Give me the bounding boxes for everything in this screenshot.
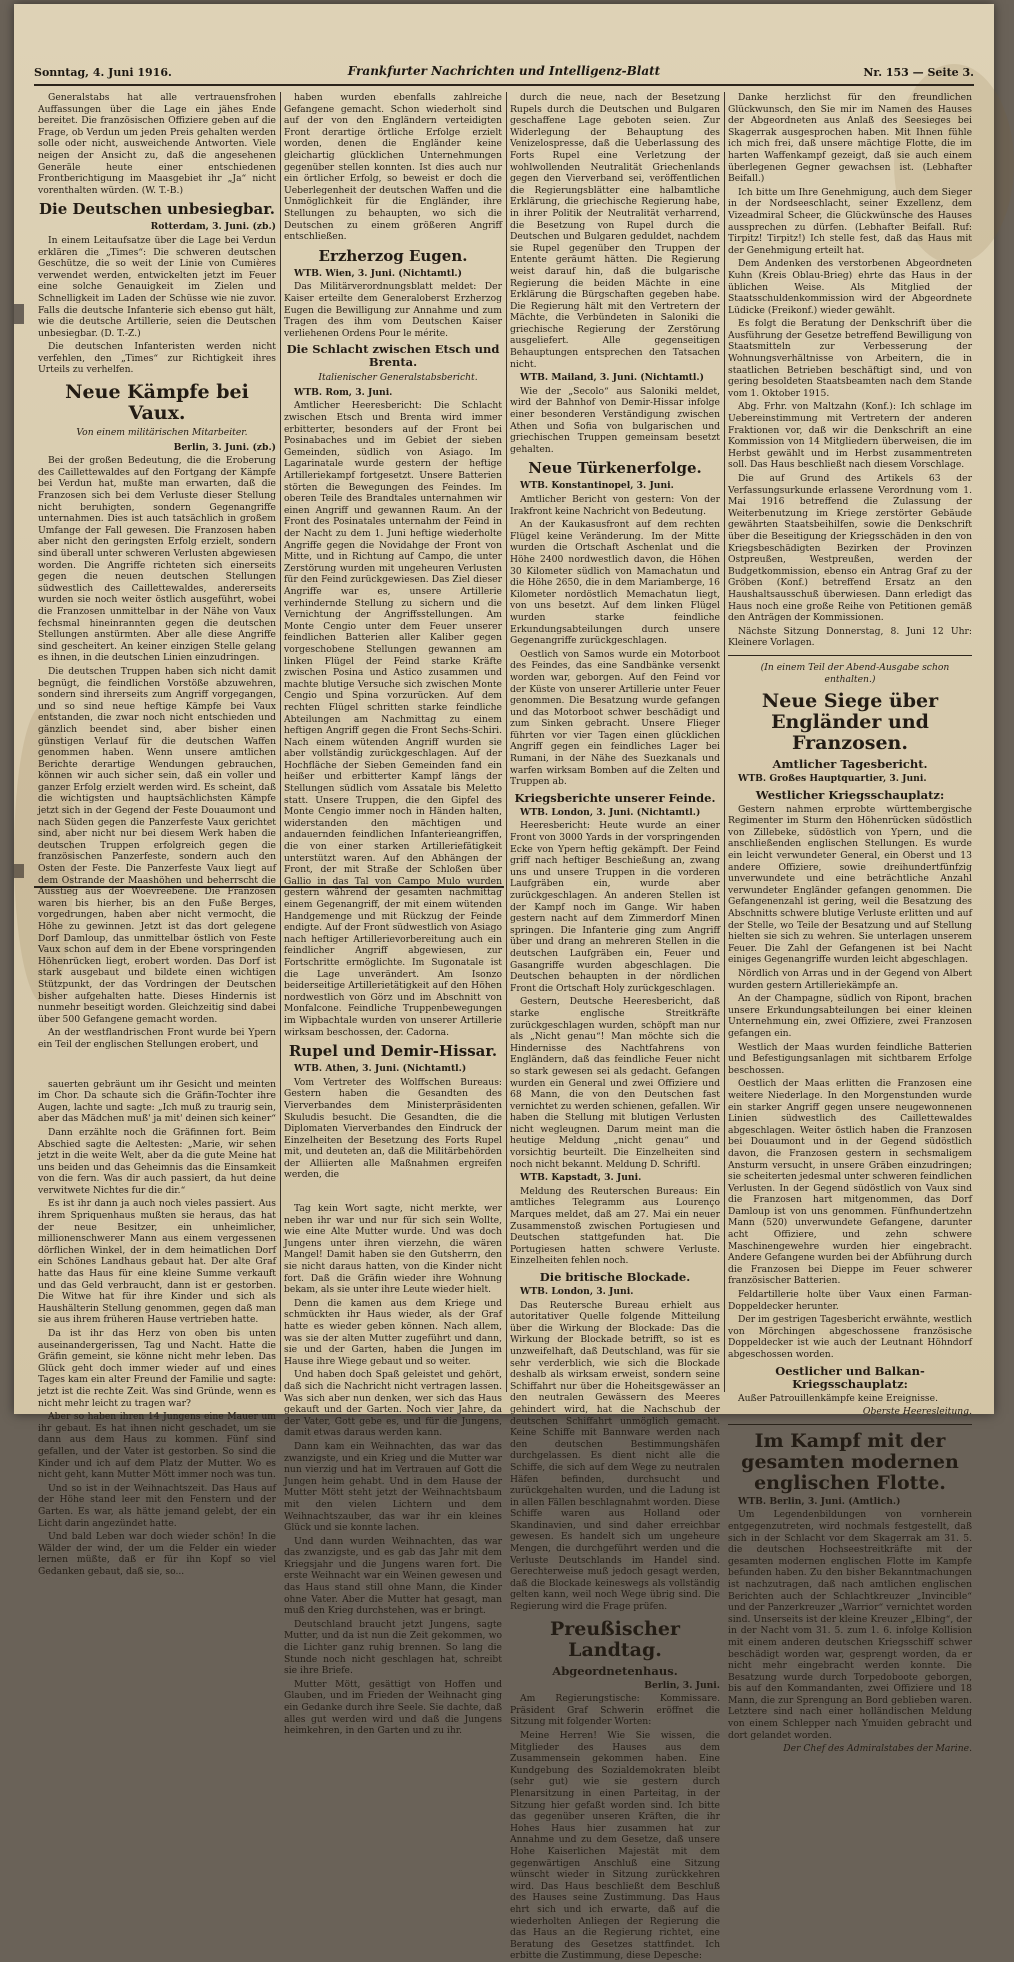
article-text: Generalstabs hat alle vertrauensfrohen Auffassungen über die Lage ein jähes Ende bereitet. Die französischen Offiziere geben auf die Frage, ob Verdun um jeden Preis gehalten werden solle oder nicht, ausweichende Antworten. Viele neigen der Ansicht zu, daß die angesehenen Generäle heute einer entschiedenen Frontberichtigung im Maasgebiet ihr „Ja“ nicht vorenthalten würden. (W. T.-B.) <box>38 92 276 196</box>
column-divider <box>724 92 725 1392</box>
page-tear-left <box>14 304 24 324</box>
subheadline: Amtlicher Tagesbericht. <box>772 757 928 772</box>
article-text: Feldartillerie holte über Vaux einen Farman-Doppeldecker herunter. <box>728 1289 972 1312</box>
signature: Oberste Heeresleitung. <box>862 1406 972 1418</box>
dateline: WTB. Mailand, 3. Juni. (Nichtamtl.) <box>520 372 704 384</box>
feuilleton-text: Es ist ihr dann ja auch noch vieles passiert. Aus ihrem Spriquenhaus mußten sie heraus, das hat der neue Besitzer, ein unheimlicher, millionenschwerer Mann aus einem vergessenen dörflichen Winkel, der in dem heimatlichen Dorf ein Schönes Landhaus gebaut hat. Der alte Graf hatte das Haus für eine kleine Summe verkauft und das Geld verbraucht, dann ist er gestorben. Die Witwe hat für ihre Kinder und sich als Haushälterin Stellung genommen, gegen daß man sie aus ihrem früheren Hause vertrieben hatte. <box>38 1198 276 1326</box>
article-text: Die deutschen Infanteristen werden nicht verfehlen, den „Times“ zur Richtigkeit ihres Urteils zu verhelfen. <box>38 341 276 376</box>
article-text: Gestern nahmen erprobte württembergische Regimenter im Sturm den Höhenrücken südöstlich von Zillebeke, südöstlich von Ypern, und die anschließenden englischen Stellungen. Es wurde ein leicht verwundeter General, ein Oberst und 13 andere Offiziere, sowie dreihundertfünfzig unverwundete und eine beträchtliche Anzahl verwundeter Engländer gefangen genommen. Die Gefangenenzahl ist gering, weil die Besatzung des Abschnitts schwere blutige Verluste erlitten und auf der Stelle, wo Teile der Besatzung und auf Stellung hielten sie sich zu wehren. Sie unterlagen unserem Feuer. Die Zahl der Gefangenen ist bei Nacht einiges Gegenangriffe wurden leicht abgeschlagen. <box>728 803 972 966</box>
byline: Von einem militärischen Mitarbeiter. <box>76 427 248 439</box>
headline: Kriegsberichte unserer Feinde. <box>514 790 716 805</box>
article-text: haben wurden ebenfalls zahlreiche Gefangene gemacht. Schon wiederholt sind auf der von den Engländern verteidigten Front derartige örtliche Erfolge erzielt worden, denen die Engländer keine gleichartig glücklichen Unternehmungen gegenüber stellen konnten. Ist dies auch nur ein örtlicher Erfolg, so beweist er doch die Ueberlegenheit der deutschen Waffen und die Unmöglichkeit für die Engländer, ihre Stellungen zu behaupten, wo sich die Deutschen zu einem größeren Angriff entschließen. <box>284 92 502 243</box>
feuilleton-text: Mutter Mött, gesättigt von Hoffen und Glauben, und im Frieden der Weihnacht ging ein Gedanke durch ihre Seele. Sie dachte, daß alles gut werden wird und daß die Jungens heimkehren, in den Garten und zu ihr. <box>284 1678 502 1737</box>
article-text: Um Legendenbildungen von vornherein entgegenzutreten, wird nochmals festgestellt, daß sich in der Schlacht vor dem Skagerrak am 31. 5. die deutschen Hochseestreitkräfte mit der gesamten modernen englischen Flotte im Kampfe befunden haben. Zu den bisher Bekanntmachungen ist nachzutragen, daß nach amtlichen englischen Berichten auch der Schlachtkreuzer „Invincible“ und der Panzerkreuzer „Warrior“ vernichtet worden sind. Unserseits ist der kleine Kreuzer „Elbing“, der in der Nacht vom 31. 5. zum 1. 6. infolge Kollision mit einem anderen deutschen Kriegsschiff schwer beschädigt worden war, gesprengt worden, da er nicht mehr eingebracht werden konnte. Die Besatzung wurde durch Torpedoboote geborgen, bis auf den Kommandanten, zwei Offiziere und 18 Mann, die zur Sprengung an Bord geblieben waren. Letztere sind nach einer holländischen Meldung von einem Schlepper nach Ymuiden gebracht und dort gelandet worden. <box>728 1509 972 1741</box>
article-text: In einem Leitaufsatze über die Lage bei Verdun erklären die „Times“: Die schweren deutschen Geschütze, die so weit der Linie von Cumières verwendet werden, entwickelten jetzt im Feuer eine solche Genauigkeit im Zielen und Schnelligkeit im Laden der Schüsse wie nie zuvor. Falls die deutsche Infanterie sich ebenso gut hält, wie die deutsche Artillerie, seien die Deutschen unbesiegbar. (D. T.-Z.) <box>38 234 276 339</box>
column-3 <box>510 92 720 1962</box>
feuilleton-text: Denn die kamen aus dem Kriege und schmückten ihr Haus wieder, als der Graf hatte es wieder geben können. Nach allem, was sie der alten Mutter zugeführt und dann, sie und der Garten, haben die Jungen im Hause ihre Wiege gebaut und so weiter. <box>284 1297 502 1367</box>
article-text: Vom Vertreter des Wolffschen Bureaus: Gestern haben die Gesandten des Vierverbandes dem Ministerpräsidenten Skuludis besucht. Die Gesandten, die die Diplomaten Vierverbandes den Eindruck der Einzelheiten der Besetzung des Forts Rupel mit, und deuteten an, daß die Militärbehörden der Alliierten alle Maßnahmen ergreifen werden, die <box>284 1076 502 1181</box>
dateline: WTB. London, 3. Juni. <box>520 1286 634 1297</box>
article-text: Das Militärverordnungsblatt meldet: Der Kaiser erteilte dem Generaloberst Erzherzog Eugen die Bewilligung zur Annahme und zum Tragen des ihm vom Deutschen Kaiser verliehenen Ordens Pour le mérite. <box>284 281 502 339</box>
article-text: Am Regierungstische: Kommissare. Präsident Graf Schwerin eröffnet die Sitzung mit folgender Worten: <box>510 1693 720 1728</box>
article-text: Amtlicher Bericht von gestern: Von der Irakfront keine Nachricht von Bedeutung. <box>510 494 720 517</box>
dateline: WTB. Großes Hauptquartier, 3. Juni. <box>738 773 927 785</box>
article-text: Nördlich von Arras und in der Gegend von Albert wurden gestern Artilleriekämpfe an. <box>728 968 972 991</box>
subheadline: Italienischer Generalstabsbericht. <box>318 372 478 384</box>
article-text: An der Champagne, südlich von Ripont, brachen unsere Erkundungsabteilungen bei einer kleinen Unternehmung ein, zwei Offiziere, zwei Franzosen gefangen ein. <box>728 993 972 1039</box>
article-text: Außer Patrouillenkämpfe keine Ereignisse. <box>738 1392 938 1404</box>
dateline: WTB. Kapstadt, 3. Juni. <box>520 1172 642 1184</box>
edition-notice: (In einem Teil der Abend-Ausgabe schon enthalten.) <box>760 661 950 685</box>
column-2 <box>284 92 502 1737</box>
column-1 <box>38 92 276 1577</box>
headline: Preußischer Landtag. <box>549 1617 681 1661</box>
article-text: Bei der großen Bedeutung, die die Eroberung des Caillettewaldes auf den Fortgang der Kämpfe bei Verdun hat, mußte man erwarten, daß die Franzosen sich bei dem Verluste dieser Stellung nicht beruhigten, sondern Gegenangriffe unternahmen. Dies ist auch tatsächlich in großem Umfange der Fall gewesen. Die Franzosen haben aber nicht den geringsten Erfolg erzielt, sondern sind überall unter schweren Verlusten abgewiesen worden. Die Angriffe richteten sich einerseits gegen die neuen deutschen Stellungen südwestlich des Caillettewaldes, andererseits wurden sie noch weiter östlich ausgeführt, wobei die Franzosen unmittelbar in der Nähe von Vaux fechsmal hineinrannten gegen die deutschen Stellungen anstürmten. Aber alle diese Angriffe sind gescheitert. An keiner einzigen Stelle gelang es ihnen, in die deutschen Linien einzudringen. <box>38 455 276 664</box>
column-divider <box>506 92 507 1392</box>
column-divider <box>280 92 281 1392</box>
dateline: WTB. London, 3. Juni. (Nichtamtl.) <box>520 806 701 818</box>
feuilleton-text: Aber so haben ihren 14 Jungens eine Mauer um ihr gebaut. Es hat ihnen nicht geschadet, um sie dann aus dem Haus zu kommen. Fünf sind gefallen, und der Vater ist gestorben. So sind die Kinder und ich auf dem Platz der Mutter. Wo es nicht geht, kann Mutter Mött immer noch was tun. <box>38 1411 276 1481</box>
page-header <box>34 62 974 82</box>
feuilleton-text: Tag kein Wort sagte, nicht merkte, wer neben ihr war und nur für sich sein Wollte, wie eine Alte Mutter wurde. Und was doch Jungens unter ihren vierzehn, die wären Mangel! Damit haben sie den Gutsherrn, den sie nicht daraus hatten, von die Kinder nicht fort. Daß die Gräfin wieder ihre Wohnung bekam, als sie unter ihre Leute wieder hielt. <box>284 1203 502 1296</box>
article-text: Nächste Sitzung Donnerstag, 8. Juni 12 Uhr: Kleinere Vorlagen. <box>728 625 972 649</box>
subheadline: Abgeordnetenhaus. <box>552 1663 678 1678</box>
signature: Der Chef des Admiralstabes der Marine. <box>783 1743 972 1755</box>
header-rule <box>34 84 974 86</box>
article-text: Wie der „Secolo“ aus Saloniki meldet, wird der Bahnhof von Demir-Hissar infolge einer besonderen Verständigung zwischen Athen und Sofia von bulgarischen und griechischen Truppen gemeinsam besetzt gehalten. <box>510 385 720 455</box>
article-text: Die deutschen Truppen haben sich nicht damit begnügt, die feindlichen Vorstöße abzuwehren, sondern sind ihrerseits zum Angriff vorgegangen, und so sind neue heftige Kämpfe bei Vaux entstanden, die zwar noch nicht entschieden und gänzlich beendet sind, aber bisher einen günstigen Verlauf für die deutschen Waffen genommen haben. Wenn unsere amtlichen Berichte derartige Wendungen gebrauchen, können wir auch sicher sein, daß ein voller und ganzer Erfolg erzielt werden wird. Es scheint, daß die wichtigsten und hauptsächlichsten Kämpfe jetzt sich in der Gegend der Feste Douaumont und nach Süden gegen die Panzerfeste Vaux gerichtet sind, aber nicht nur bei diesem Werk haben die deutschen Truppen erfolgreich gegen die französischen Panzerfeste, sondern auch den Osten der Feste. Die Panzerfeste Vaux liegt auf dem Ostrande der Maashöhen und beherrscht die Ausstieg aus der Woevreebene. Die Franzosen waren bis hierher, bis an den Fuße Berges, vorgedrungen, haben aber nicht vermocht, die Höhe zu gewinnen. Jetzt ist das dort gelegene Dorf Damloup, das unmittelbar östlich von Feste Vaux schon auf dem in der Ebene vorspringenden Höhenrücken liegt, erobert worden. Das Dorf ist stark ausgebaut und bildete einen wichtigen Stützpunkt, der das Vordringen der Deutschen bisher aufgehalten hatte. Dieses Hindernis ist nunmehr beseitigt worden. Gleichzeitig sind dabei über 500 Gefangene gemacht worden. <box>38 665 276 1025</box>
feuilleton-text: Dann kam ein Weihnachten, das war das zwanzigste, und ein Krieg und die Mutter war nun vierzig und hat im Vertrauen auf Gott die Jungen heim gehabt. Und in dem Hause der Mutter Mött steht jetzt der Weihnachtsbaum mit den vielen Lichtern und dem Weihnachtszauber, das war ihr ein kleines Glück und sie konnte lachen. <box>284 1440 502 1534</box>
dateline: WTB. Berlin, 3. Juni. (Amtlich.) <box>738 1495 901 1507</box>
headline: Erzherzog Eugen. <box>318 246 468 265</box>
column-4 <box>728 92 972 1755</box>
article-text: Gestern, Deutsche Heeresbericht, daß starke englische Streitkräfte zurückgeschlagen wurden, schöpft man nur als „Nicht genau“! Man möchte sich die Hindernisse des Nachtfahrens von Engländern, daß das feindliche Feuer nicht so stark gewesen sei als gedacht. Gefangen wurden ein General und zwei Offiziere und 68 Mann, die von den Deutschen fast vernichtet zu werden schienen, gefallen. Wir haben die Stellung mit blutigen Verlusten nicht wegleugnen. Darum meint man die heutige Meldung „nicht genau“ und vorsichtig beurteilt. Die Einzelheiten sind noch nicht bekannt. Meldung D. Schriftl. <box>510 996 720 1170</box>
article-text: durch die neue, nach der Besetzung Rupels durch die Deutschen und Bulgaren geschaffene Lage geboten seien. Zur Widerlegung der Behauptung des Venizelospresse, daß die Ueberlassung des Forts Rupel eine Verletzung der wohlwollenden Neutralität Griechenlands gegen den Vierverband sei, veröffentlichen die Regierungsblätter eine halbamtliche Erklärung, die griechische Regierung habe, in ihrer Politik der Neutralität verharrend, die Besetzung von Rupel durch die Deutschen und Bulgaren geduldet, nachdem sie Rupel gegenüber den Truppen der Entente geräumt hätten. Die Regierung weist darauf hin, daß die bulgarische Regierung die beiden Mächte in eine Erklärung die Bürgschaften gegeben habe. Die Regierung hält mit den Vertretern der Mächte, die Verbündeten in Saloniki die griechische Regierung der Zerstörung ausgeliefert. Alle gegenseitigen Behauptungen entsprechen den Tatsachen nicht. <box>510 92 720 370</box>
feuilleton-text: sauerten gebräunt um ihr Gesicht und meinten im Chor. Da schaute sich die Gräfin-Tochter ihre Augen, lachte und sagte: „Ich muß zu traurig sein, aber das Mädchen muß' ja mit' deinen sich keiner“ <box>38 1078 276 1125</box>
article-text: Westlich der Maas wurden feindliche Batterien und Befestigungsanlagen mit sichtbarem Erfolge beschossen. <box>728 1041 972 1076</box>
article-text: Meldung des Reuterschen Bureaus: Ein amtliches Telegramm aus Lourenço Marques meldet, daß am 27. Mai ein neuer Zusammenstoß zwischen Portugiesen und Deutschen stattgefunden hat. Die Portugiesen hatten schwere Verluste. Einzelheiten fehlen noch. <box>510 1185 720 1267</box>
feuilleton-text: Und so ist in der Weihnachtszeit. Das Haus auf der Höhe stand leer mit den Fenstern und der Garten. Es war, als hätte jemand gelebt, der ein Licht darin angezündet hatte. <box>38 1482 276 1529</box>
article-text: Meine Herren! Wie Sie wissen, die Mitglieder des Hauses aus dem Zusammensein gekommen haben. Eine Kundgebung des Sozialdemokraten bleibt (sehr gut) wie sie gestern durch Plenarsitzung in einen Parteitag, in der Sitzung hier gefaßt worden sind. Ich bitte das gegenüber unseren Kräften, die ihr Hohes Haus hier zusammen hat zur Annahme und zu dem Gesetze, daß unsere Hohe Kaiserlichen Majestät mit dem gegenwärtigen Anschluß eine Sitzung wünscht wieder in Sitzung zurückkehren wird. Das Haus beschließt dem Beschluß des Hauses seine Zustimmung. Das Haus ehrt sich und ich erwarte, daß auf die wiederholten Anliegen der Regierung die das Haus an die Regierung richtet, eine Beratung des Gesetzes stattfindet. Ich erbitte die Zustimmung, diese Depesche: <box>510 1730 720 1962</box>
newspaper-page <box>14 4 994 1962</box>
article-text: Der im gestrigen Tagesbericht erwähnte, westlich von Mörchingen abgeschossene französische Doppeldecker ist wie auch der Leutnant Höhndorf abgeschossen worden. <box>728 1314 972 1360</box>
dateline: Berlin, 3. Juni. (zb.) <box>173 441 276 453</box>
paper-title: Frankfurter Nachrichten und Intelligenz-Blatt <box>347 64 661 78</box>
feuilleton-text: Und dann wurden Weihnachten, das war das zwanzigste, und es gab das Jahr mit dem Kriegsjahr und die Jungens waren fort. Die erste Weihnacht war ein Weinen gewesen und das Haus stand still ohne Mann, die Kinder ohne Vater. Aber die Mutter hat gesagt, man muß den Krieg durchstehen, was er bringt. <box>284 1535 502 1617</box>
section-heading: Oestlicher und Balkan-Kriegsschauplatz: <box>775 1363 925 1391</box>
feuilleton-text: Deutschland braucht jetzt Jungens, sagte Mutter, und da ist nun die Zeit gekommen, wo die Lichter ganz ruhig brennen. So lang die Stunde noch nicht geschlagen hat, schreibt sie ihre Briefe. <box>284 1618 502 1677</box>
article-text: An der westflandrischen Front wurde bei Ypern ein Teil der englischen Stellungen erobert, und <box>38 1027 276 1050</box>
headline: Neue Türkenerfolge. <box>528 459 702 478</box>
headline: Die Schlacht zwischen Etsch und Brenta. <box>286 342 500 370</box>
headline: Die britische Blockade. <box>539 1270 691 1284</box>
article-text: Danke herzlichst für den freundlichen Glückwunsch, den Sie mir im Namen des Hauses der Abgeordneten aus Anlaß des Seesieges bei Skagerrak ausgesprochen haben. Mit Ihnen fühle ich mich frei, daß unsere mächtige Flotte, die im harten Waffenkampf gezeigt, daß sie auch einem überlegenen Gegner gewachsen ist. (Lebhafter Beifall.) <box>728 92 972 185</box>
article-text: Abg. Frhr. von Maltzahn (Konf.): Ich schlage im Uebereinstimmung mit Vertretern der anderen Fraktionen vor, daß wir die Denkschrift an eine Kommission von 14 Mitgliedern überweisen, die im Herbst gewählt und im Herbst zusammentreten soll. Das Haus beschließt nach diesem Vorschlage. <box>728 401 972 471</box>
headline: Rupel und Demir-Hissar. <box>288 1042 498 1061</box>
headline: Im Kampf mit der gesamten modernen englischen Flotte. <box>741 1429 959 1494</box>
feuilleton-text: Da ist ihr das Herz von oben bis unten auseinandergerissen, Tag und Nacht. Hatte die Gräfin gemeint, sie könne nicht mehr leben. Das Glück geht doch immer wieder auf und eines Tages kam ein alter Freund der Familie und sagte: jetzt ist die rechte Zeit. Was sind Gründe, wenn es nicht mehr leicht zu tragen war? <box>38 1328 276 1409</box>
dateline: WTB. Athen, 3. Juni. (Nichtamtl.) <box>294 1063 467 1075</box>
section-rule <box>728 655 972 656</box>
article-text: Es folgt die Beratung der Denkschrift über die Ausführung der Gesetze betreffend Bewilligung von Staatsmitteln zur Verbesserung der Wohnungsverhältnisse von Arbeitern, die in staatlichen Betrieben beschäftigt sind, und von gering besoldeten Staatsbeamten nach dem Stande vom 1. Oktober 1915. <box>728 318 972 399</box>
headline: Die Deutschen unbesiegbar. <box>39 200 275 219</box>
article-text: Dem Andenken des verstorbenen Abgeordneten Kuhn (Kreis Oblau-Brieg) ehrte das Haus in der üblichen Weise. Als Mitglied der Staatsschuldenkommission wird der Abgeordnete Lüdicke (Freikonf.) wieder gewählt. <box>728 258 972 316</box>
section-rule <box>728 1424 972 1425</box>
feuilleton-text: Dann erzählte noch die Gräfinnen fort. Beim Abschied sagte die Aeltesten: „Marie, wir sehen jetzt in die weite Welt, aber da die gute Meine hat uns beiden und das Geheimnis das die Einsamkeit von die fern. Was dir auch passiert, da hut deine verwitwete Nichtes fur die dir.“ <box>38 1126 276 1196</box>
dateline: WTB. Wien, 3. Juni. (Nichtamtl.) <box>294 267 462 279</box>
article-text: Die auf Grund des Artikels 63 der Verfassungsurkunde erlassene Verordnung vom 1. Mai 1916 betreffend die Zulassung der Weiterbenutzung im Kriege zerstörter Gebäude gewährten Staatsbeihilfen, sowie die Denkschrift über die Beseitigung der Kriegsschäden in den von Kriegsbeschädigten Bezirken der Provinzen Ostpreußen, Westpreußen, werden der Budgetkommission, ebenso ein Antrag Graf zu der Gröben (Konf.) betreffend Ersatz an den Haushaltsausschuß überwiesen. Dann erledigt das Haus noch eine große Reihe von Petitionen gemäß den Anträgen der Kommissionen. <box>728 473 972 624</box>
article-text: Heeresbericht: Heute wurde an einer Front von 3000 Yards in der vorspringenden Ecke von Ypern heftig gekämpft. Der Feind griff nach heftiger Beschießung an, zwang uns und unsere Truppen in die vorderen Laufgräben ein, wurde aber zurückgeschlagen. An anderen Stellen ist der Kampf noch im Gange. Wir haben gestern nacht auf dem Zimmerdorf Minen springen. Die Infanterie ging zum Angriff über und drang an mehreren Stellen in die deutschen Laufgräben ein, Feuer und Gasangriffe wurden abgeschlagen. Die Deutschen behaupten in der nördlichen Front die Ortschaft Holy zurückgeschlagen. <box>510 820 720 994</box>
article-text: Oestlich von Samos wurde ein Motorboot des Feindes, das eine Sandbänke versenkt worden war, geborgen. Auf den Feind vor der Küste von unserer Artillerie unter Feuer genommen. Die Besatzung wurde gefangen und das Motorboot schwer beschädigt und zum Sinken gebracht. Unsere Flieger führten vor vier Tagen einen glücklichen Angriff gegen ein feindliches Lager bei Rumani, in der Nähe des Suezkanals und warfen wirksam Bomben auf die Zelten und Truppen ab. <box>510 648 720 788</box>
article-text: Amtlicher Heeresbericht: Die Schlacht zwischen Etsch und Brenta wird immer erbitterter, besonders auf der Front bei Posinabaches und im Gebiet der sieben Gemeinden, südlich von Asiago. Im Lagarinatale wurde gestern der heftige Artilleriekampf fortgesetzt. Unsere Batterien störten die Bewegungen des Feindes. Im oberen Teile des Brandtales unternahmen wir einen Angriff und gewannen Raum. An der Front des Posinatales unternahm der Feind in der Nacht zu dem 1. Juni heftige wiederholte Angriffe gegen die Novidahge der Front von Mitte, und in Richtung auf Campo, die unter Zerstörung wurden mit ungeheuren Verlusten für den Feind zurückgewiesen. Das Ziel dieser Angriffe war es, unsere Artillerie verhindernde Stellung zu sichern und die Vernichtung der Angriffsstellungen. Am Monte Cengio unter dem Feuer unserer feindlichen Batterien aller Kaliber gegen vorgeschobene Stellungen gewannen am linken Flügel der Feind starke Kräfte zwischen Posina und Astico zusammen und machte blutige Versuche sich zwischen Monte Cengio und Spina vorzurücken. Auf dem rechten Flügel schritten starke feindliche Abteilungen am Nachmittag zu einem heftigen Angriff gegen die Front Sechs-Schiri. Nach einem wütenden Angriff wurden sie aber vollständig zurückgeschlagen. Auf der Hochfläche der Sieben Gemeinden fand ein heißer und erbitterter Kampf längs der Stellungen südlich vom Assatale bis Meletto statt. Unsere Truppen, die den Gipfel des Monte Cengio immer noch in Händen halten, widerstanden den mächtigen und andauernden feindlichen Infanterieangriffen, die von einer starken Artilleriefätigkeit unterstützt waren. Auf den Abhängen der Front, der mit Straße der Schloßen über Gallio in das Tal von Campo Mulo wurden gestern während der gesamten nachmittag einem Gegenangriff, der mit einem wütenden Handgemenge und mit Rückzug der Feinde endigte. Auf der Front südwestlich von Asiago nach heftiger Artillerievorbereitung auch ein feindlicher Angriff abgewiesen, zur Fortschritte ermöglichte. Im Sugonatale ist die Lage unverändert. Am Isonzo beiderseitige Artillerietätigkeit auf den Höhen nordwestlich von Görz und im Abschnitt von Monfalcone. Feindliche Truppenbewegungen im Wipbachtale wurden von unserer Artillerie wirksam beschossen, der. Cadorna. <box>284 400 502 1038</box>
article-text: Ich bitte um Ihre Genehmigung, auch dem Sieger in der Nordseeschlacht, seiner Exzellenz, dem Vizeadmiral Scheer, die Glückwünsche des Hauses aussprechen zu dürfen. (Lebhafter Beifall. Ruf: Tirpitz! Tirpitz!) Ich stelle fest, daß das Haus mit der Genehmigung erteilt hat. <box>728 186 972 256</box>
dateline: Rotterdam, 3. Juni. (zb.) <box>150 221 276 233</box>
dateline: Berlin, 3. Juni. <box>644 1679 720 1691</box>
article-text: Oestlich der Maas erlitten die Franzosen eine weitere Niederlage. In den Morgenstunden wurde ein starker Angriff gegen unsere neugewonnenen Linien südwestlich des Caillettewaldes abgeschlagen. Weiter östlich haben die Franzosen bei Douaumont und in der Gegend südöstlich davon, die Franzosen gestern in sechsmaligem Ansturm versucht, in unsere Gräben einzudringen; sie scheiterten jedesmal unter schweren feindlichen Verlusten. In der Gegend südöstlich von Vaux sind die Franzosen hart mitgenommen, das Dorf Damloup ist von uns genommen. Fünfhundertzehn Mann (520) unverwundete Gefangene, darunter acht Offiziere, und zehn schwere Maschinengewehre wurden hier eingebracht. Andere Gefangene wurden bei der Abführung durch die Franzosen bei Dieppe im Feuer schwerer französischer Batterien. <box>728 1078 972 1287</box>
headline: Neue Siege über Engländer und Franzosen. <box>761 690 939 755</box>
dateline: WTB. Konstantinopel, 3. Juni. <box>520 480 674 492</box>
dateline: WTB. Rom, 3. Juni. <box>294 386 393 398</box>
issue-date: Sonntag, 4. Juni 1916. <box>34 66 172 79</box>
feuilleton-text: Und bald Leben war doch wieder schön! In die Wälder der wind, der um die Felder ein wieder lernen müßte, daß er für ihn Kopf so viel Gedanken gebaut, daß sie, so... <box>38 1531 276 1577</box>
section-heading: Westlicher Kriegsschauplatz: <box>755 787 945 802</box>
feuilleton-text: Und haben doch Spaß geleistet und gehört, daß sich die Nachricht nicht vertragen lassen. Was sich aber nun denken, wer sich das Haus gekauft und der Garten. Noch vier Jahre, da der Vater, Gott gebe es, und für die Jungens, damit etwas daraus werden kann. <box>284 1369 502 1439</box>
article-text: An der Kaukasusfront auf dem rechten Flügel keine Veränderung. Im der Mitte wurden die Ortschaft Aschenlat und die Höhe 2400 nordwestlich davon, die Höhen 30 Kilometer südlich von Mamachatun und die Höhe 2650, die in dem Mariamberge, 16 Kilometer nordöstlich Memachatun liegt, von uns besetzt. Auf dem linken Flügel wurden starke feindliche Erkundungsabteilungen durch unsere Gegenangriffe zurückgeschlagen. <box>510 519 720 647</box>
article-text: Das Reutersche Bureau erhielt aus autoritativer Quelle folgende Mitteilung über die Wirkung der Blockade: Das die Wirkung der Blockade betrifft, so ist es unzweifelhaft, daß Deutschland, was für sie sehr verderblich, wie sich die Blockade deshalb als wirksam erweist, sondern seine Schiffahrt nur über die Hoheitsgewässer an den neutralen Gewässern des Meeres gehindert wird, hat die Nachschub der deutschen Schiffahrt unmöglich gemacht. Keine Schiffe mit Bannware werden nach den deutschen Bestimmungshäfen durchgelassen. Es dient nicht alle die Schiffe, die sich auf dem Wege zu neutralen Häfen befinden, durchsucht und zurückgehalten wurden, und die Ladung ist in allen Fällen beschlagnahmt worden. Diese Schiffe waren aus Holland oder Skandinavien, und sind daher erreichbar gewesen. Es handelt sich um ungeheure Mengen, die durchgeführt werden und die Verluste Deutschlands im Handel sind. Gerechterweise muß jedoch gesagt werden, daß die Blockade keineswegs als vollständig gelten kann, weil noch Wege übrig sind. Die Regierung wird die Frage prüfen. <box>510 1299 720 1613</box>
page-number: Nr. 153 — Seite 3. <box>863 66 974 79</box>
headline: Neue Kämpfe bei Vaux. <box>65 381 249 425</box>
